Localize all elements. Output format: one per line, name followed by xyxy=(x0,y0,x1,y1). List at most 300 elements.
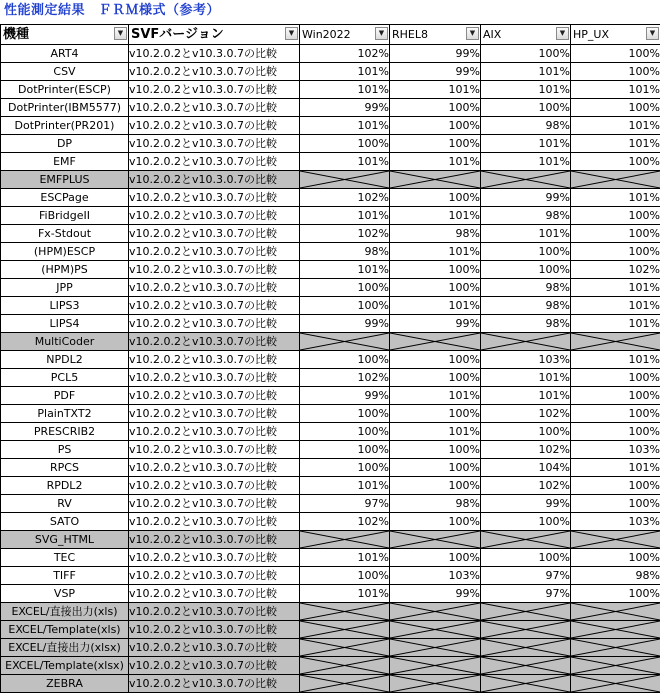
cross-out-mark xyxy=(390,639,480,656)
ratio-cell[interactable]: 101% xyxy=(571,189,660,207)
ratio-cell[interactable]: 97% xyxy=(300,495,390,513)
version-cell[interactable]: v10.2.0.2とv10.3.0.7の比較 xyxy=(129,225,300,243)
table-row xyxy=(1,297,660,315)
ratio-cell[interactable]: 103% xyxy=(390,567,481,585)
dropdown-arrow-icon[interactable]: ▼ xyxy=(646,27,659,40)
table-row xyxy=(1,351,660,369)
cross-out-mark xyxy=(571,171,660,188)
ratio-cell[interactable]: 101% xyxy=(571,315,660,333)
model-cell[interactable]: PS xyxy=(1,441,129,459)
model-cell[interactable]: EXCEL/Template(xls) xyxy=(1,621,129,639)
table-row xyxy=(1,513,660,531)
model-cell[interactable]: DotPrinter(PR201) xyxy=(1,117,129,135)
model-cell[interactable]: RPDL2 xyxy=(1,477,129,495)
version-cell[interactable]: v10.2.0.2とv10.3.0.7の比較 xyxy=(129,423,300,441)
version-cell[interactable]: v10.2.0.2とv10.3.0.7の比較 xyxy=(129,387,300,405)
ratio-cell[interactable]: 100% xyxy=(571,423,660,441)
ratio-cell[interactable]: 100% xyxy=(571,405,660,423)
cross-out-mark xyxy=(571,675,660,692)
ratio-cell[interactable]: 100% xyxy=(390,135,481,153)
version-cell[interactable]: v10.2.0.2とv10.3.0.7の比較 xyxy=(129,459,300,477)
header-hpux-label: HP_UX xyxy=(571,28,609,41)
ratio-cell[interactable]: 101% xyxy=(300,549,390,567)
not-applicable-cell[interactable] xyxy=(300,531,390,549)
model-cell[interactable]: JPP xyxy=(1,279,129,297)
version-cell[interactable]: v10.2.0.2とv10.3.0.7の比較 xyxy=(129,171,300,189)
table-row xyxy=(1,63,660,81)
dropdown-arrow-icon[interactable]: ▼ xyxy=(466,27,479,40)
ratio-cell[interactable]: 100% xyxy=(571,243,660,261)
header-version xyxy=(129,25,300,45)
ratio-cell[interactable]: 100% xyxy=(390,279,481,297)
cross-out-mark xyxy=(571,639,660,656)
not-applicable-cell[interactable] xyxy=(481,621,571,639)
not-applicable-cell[interactable] xyxy=(390,675,481,693)
table-row xyxy=(1,585,660,603)
ratio-cell[interactable]: 101% xyxy=(300,207,390,225)
ratio-cell[interactable]: 100% xyxy=(390,99,481,117)
ratio-cell[interactable]: 100% xyxy=(481,243,571,261)
not-applicable-cell[interactable] xyxy=(571,171,660,189)
model-cell[interactable]: PRESCRIB2 xyxy=(1,423,129,441)
version-cell[interactable]: v10.2.0.2とv10.3.0.7の比較 xyxy=(129,261,300,279)
not-applicable-cell[interactable] xyxy=(300,639,390,657)
cross-out-mark xyxy=(390,171,480,188)
ratio-cell[interactable]: 99% xyxy=(300,387,390,405)
model-cell[interactable]: MultiCoder xyxy=(1,333,129,351)
ratio-cell[interactable]: 100% xyxy=(390,261,481,279)
header-hpux xyxy=(571,25,660,45)
not-applicable-cell[interactable] xyxy=(571,603,660,621)
not-applicable-cell[interactable] xyxy=(481,639,571,657)
cross-out-mark xyxy=(390,621,480,638)
ratio-cell[interactable]: 104% xyxy=(481,459,571,477)
cross-out-mark xyxy=(300,657,389,674)
ratio-cell[interactable]: 100% xyxy=(390,459,481,477)
model-cell[interactable]: PDF xyxy=(1,387,129,405)
version-cell[interactable]: v10.2.0.2とv10.3.0.7の比較 xyxy=(129,63,300,81)
version-cell[interactable]: v10.2.0.2とv10.3.0.7の比較 xyxy=(129,549,300,567)
table-body xyxy=(1,45,660,693)
ratio-cell[interactable]: 99% xyxy=(300,99,390,117)
ratio-cell[interactable]: 98% xyxy=(390,495,481,513)
table-row xyxy=(1,495,660,513)
model-cell[interactable]: PCL5 xyxy=(1,369,129,387)
ratio-cell[interactable]: 97% xyxy=(481,567,571,585)
version-cell[interactable]: v10.2.0.2とv10.3.0.7の比較 xyxy=(129,567,300,585)
model-cell[interactable]: DotPrinter(IBM5577) xyxy=(1,99,129,117)
not-applicable-cell[interactable] xyxy=(481,531,571,549)
table-row xyxy=(1,261,660,279)
not-applicable-cell[interactable] xyxy=(390,603,481,621)
cross-out-mark xyxy=(300,531,389,548)
version-cell[interactable]: v10.2.0.2とv10.3.0.7の比較 xyxy=(129,369,300,387)
ratio-cell[interactable]: 100% xyxy=(390,513,481,531)
table-row xyxy=(1,369,660,387)
table-row xyxy=(1,279,660,297)
header-aix xyxy=(481,25,571,45)
ratio-cell[interactable]: 98% xyxy=(481,315,571,333)
ratio-cell[interactable]: 101% xyxy=(390,243,481,261)
ratio-cell[interactable]: 100% xyxy=(390,405,481,423)
version-cell[interactable]: v10.2.0.2とv10.3.0.7の比較 xyxy=(129,153,300,171)
ratio-cell[interactable]: 98% xyxy=(300,243,390,261)
ratio-cell[interactable]: 99% xyxy=(390,315,481,333)
ratio-cell[interactable]: 97% xyxy=(481,585,571,603)
ratio-cell[interactable]: 101% xyxy=(300,477,390,495)
ratio-cell[interactable]: 101% xyxy=(390,423,481,441)
not-applicable-cell[interactable] xyxy=(300,657,390,675)
table-row xyxy=(1,459,660,477)
model-cell[interactable]: DotPrinter(ESCP) xyxy=(1,81,129,99)
ratio-cell[interactable]: 100% xyxy=(571,225,660,243)
cross-out-mark xyxy=(300,675,389,692)
ratio-cell[interactable]: 100% xyxy=(481,549,571,567)
not-applicable-cell[interactable] xyxy=(571,531,660,549)
ratio-cell[interactable]: 100% xyxy=(300,459,390,477)
cross-out-mark xyxy=(390,657,480,674)
cross-out-mark xyxy=(390,333,480,350)
not-applicable-cell[interactable] xyxy=(390,333,481,351)
model-cell[interactable]: TIFF xyxy=(1,567,129,585)
model-cell[interactable]: EMF xyxy=(1,153,129,171)
not-applicable-cell[interactable] xyxy=(571,333,660,351)
ratio-cell[interactable]: 101% xyxy=(481,387,571,405)
version-cell[interactable]: v10.2.0.2とv10.3.0.7の比較 xyxy=(129,477,300,495)
cross-out-mark xyxy=(571,603,660,620)
model-cell[interactable]: SVG_HTML xyxy=(1,531,129,549)
version-cell[interactable]: v10.2.0.2とv10.3.0.7の比較 xyxy=(129,243,300,261)
model-cell[interactable]: RPCS xyxy=(1,459,129,477)
cross-out-mark xyxy=(481,639,570,656)
ratio-cell[interactable]: 102% xyxy=(300,225,390,243)
not-applicable-cell[interactable] xyxy=(571,657,660,675)
version-cell[interactable]: v10.2.0.2とv10.3.0.7の比較 xyxy=(129,207,300,225)
cross-out-mark xyxy=(481,657,570,674)
version-cell[interactable]: v10.2.0.2とv10.3.0.7の比較 xyxy=(129,81,300,99)
version-cell[interactable]: v10.2.0.2とv10.3.0.7の比較 xyxy=(129,513,300,531)
ratio-cell[interactable]: 100% xyxy=(300,297,390,315)
ratio-cell[interactable]: 103% xyxy=(571,513,660,531)
ratio-cell[interactable]: 103% xyxy=(481,351,571,369)
model-cell[interactable]: ART4 xyxy=(1,45,129,63)
version-cell[interactable]: v10.2.0.2とv10.3.0.7の比較 xyxy=(129,189,300,207)
ratio-cell[interactable]: 98% xyxy=(481,297,571,315)
table-row xyxy=(1,567,660,585)
header-model-label: 機種 xyxy=(1,27,29,42)
version-cell[interactable]: v10.2.0.2とv10.3.0.7の比較 xyxy=(129,117,300,135)
ratio-cell[interactable]: 99% xyxy=(390,585,481,603)
ratio-cell[interactable]: 100% xyxy=(300,279,390,297)
ratio-cell[interactable]: 100% xyxy=(390,351,481,369)
ratio-cell[interactable]: 100% xyxy=(390,477,481,495)
ratio-cell[interactable]: 100% xyxy=(300,405,390,423)
ratio-cell[interactable]: 100% xyxy=(481,45,571,63)
version-cell[interactable]: v10.2.0.2とv10.3.0.7の比較 xyxy=(129,99,300,117)
not-applicable-cell[interactable] xyxy=(300,603,390,621)
ratio-cell[interactable]: 101% xyxy=(300,585,390,603)
model-cell[interactable]: SATO xyxy=(1,513,129,531)
ratio-cell[interactable]: 100% xyxy=(571,369,660,387)
ratio-cell[interactable]: 100% xyxy=(571,549,660,567)
table-row xyxy=(1,405,660,423)
ratio-cell[interactable]: 100% xyxy=(300,567,390,585)
ratio-cell[interactable]: 102% xyxy=(300,189,390,207)
dropdown-arrow-icon[interactable]: ▼ xyxy=(114,27,127,40)
cross-out-mark xyxy=(481,621,570,638)
cross-out-mark xyxy=(390,675,480,692)
model-cell[interactable]: LIPS3 xyxy=(1,297,129,315)
ratio-cell[interactable]: 100% xyxy=(390,441,481,459)
not-applicable-cell[interactable] xyxy=(390,171,481,189)
table-row xyxy=(1,477,660,495)
version-cell[interactable]: v10.2.0.2とv10.3.0.7の比較 xyxy=(129,621,300,639)
ratio-cell[interactable]: 101% xyxy=(571,117,660,135)
ratio-cell[interactable]: 101% xyxy=(571,135,660,153)
ratio-cell[interactable]: 98% xyxy=(481,279,571,297)
cross-out-mark xyxy=(481,675,570,692)
ratio-cell[interactable]: 101% xyxy=(300,261,390,279)
cross-out-mark xyxy=(481,603,570,620)
not-applicable-cell[interactable] xyxy=(390,531,481,549)
model-cell[interactable]: ZEBRA xyxy=(1,675,129,693)
ratio-cell[interactable]: 100% xyxy=(390,369,481,387)
ratio-cell[interactable]: 101% xyxy=(481,81,571,99)
version-cell[interactable]: v10.2.0.2とv10.3.0.7の比較 xyxy=(129,585,300,603)
version-cell[interactable]: v10.2.0.2とv10.3.0.7の比較 xyxy=(129,135,300,153)
model-cell[interactable]: VSP xyxy=(1,585,129,603)
header-aix-label: AIX xyxy=(481,28,501,41)
ratio-cell[interactable]: 102% xyxy=(571,261,660,279)
table-row xyxy=(1,207,660,225)
ratio-cell[interactable]: 100% xyxy=(390,189,481,207)
not-applicable-cell[interactable] xyxy=(300,171,390,189)
model-cell[interactable]: EXCEL/Template(xlsx) xyxy=(1,657,129,675)
not-applicable-cell[interactable] xyxy=(481,333,571,351)
model-cell[interactable]: CSV xyxy=(1,63,129,81)
ratio-cell[interactable]: 98% xyxy=(571,567,660,585)
cross-out-mark xyxy=(300,333,389,350)
version-cell[interactable]: v10.2.0.2とv10.3.0.7の比較 xyxy=(129,279,300,297)
table-row xyxy=(1,675,660,693)
not-applicable-cell[interactable] xyxy=(300,675,390,693)
not-applicable-cell[interactable] xyxy=(300,621,390,639)
cross-out-mark xyxy=(481,531,570,548)
ratio-cell[interactable]: 101% xyxy=(300,81,390,99)
ratio-cell[interactable]: 100% xyxy=(300,441,390,459)
ratio-cell[interactable]: 100% xyxy=(571,585,660,603)
version-cell[interactable]: v10.2.0.2とv10.3.0.7の比較 xyxy=(129,657,300,675)
not-applicable-cell[interactable] xyxy=(571,675,660,693)
not-applicable-cell[interactable] xyxy=(481,171,571,189)
cross-out-mark xyxy=(390,603,480,620)
model-cell[interactable]: ESCPage xyxy=(1,189,129,207)
table-row xyxy=(1,657,660,675)
ratio-cell[interactable]: 100% xyxy=(300,351,390,369)
version-cell[interactable]: v10.2.0.2とv10.3.0.7の比較 xyxy=(129,531,300,549)
version-cell[interactable]: v10.2.0.2とv10.3.0.7の比較 xyxy=(129,351,300,369)
table-row xyxy=(1,153,660,171)
cross-out-mark xyxy=(390,531,480,548)
ratio-cell[interactable]: 99% xyxy=(390,63,481,81)
ratio-cell[interactable]: 101% xyxy=(300,63,390,81)
ratio-cell[interactable]: 99% xyxy=(481,189,571,207)
ratio-cell[interactable]: 100% xyxy=(481,423,571,441)
ratio-cell[interactable]: 101% xyxy=(571,81,660,99)
ratio-cell[interactable]: 99% xyxy=(390,45,481,63)
ratio-cell[interactable]: 100% xyxy=(390,117,481,135)
table-row xyxy=(1,117,660,135)
table-row xyxy=(1,189,660,207)
table-row xyxy=(1,315,660,333)
version-cell[interactable]: v10.2.0.2とv10.3.0.7の比較 xyxy=(129,333,300,351)
not-applicable-cell[interactable] xyxy=(481,603,571,621)
model-cell[interactable]: EXCEL/直接出力(xls) xyxy=(1,603,129,621)
not-applicable-cell[interactable] xyxy=(300,333,390,351)
table-row xyxy=(1,423,660,441)
ratio-cell[interactable]: 101% xyxy=(390,297,481,315)
ratio-cell[interactable]: 100% xyxy=(571,45,660,63)
model-cell[interactable]: DP xyxy=(1,135,129,153)
table-row xyxy=(1,387,660,405)
ratio-cell[interactable]: 102% xyxy=(300,45,390,63)
ratio-cell[interactable]: 99% xyxy=(481,495,571,513)
ratio-cell[interactable]: 101% xyxy=(390,81,481,99)
table-row xyxy=(1,621,660,639)
not-applicable-cell[interactable] xyxy=(390,657,481,675)
ratio-cell[interactable]: 100% xyxy=(481,99,571,117)
ratio-cell[interactable]: 100% xyxy=(571,495,660,513)
table-row xyxy=(1,135,660,153)
ratio-cell[interactable]: 100% xyxy=(571,387,660,405)
ratio-cell[interactable]: 101% xyxy=(390,387,481,405)
version-cell[interactable]: v10.2.0.2とv10.3.0.7の比較 xyxy=(129,405,300,423)
ratio-cell[interactable]: 100% xyxy=(571,207,660,225)
header-row xyxy=(1,25,660,45)
cross-out-mark xyxy=(571,657,660,674)
version-cell[interactable]: v10.2.0.2とv10.3.0.7の比較 xyxy=(129,603,300,621)
not-applicable-cell[interactable] xyxy=(571,639,660,657)
cross-out-mark xyxy=(300,603,389,620)
model-cell[interactable]: RV xyxy=(1,495,129,513)
table-row xyxy=(1,225,660,243)
ratio-cell[interactable]: 98% xyxy=(390,225,481,243)
cross-out-mark xyxy=(481,333,570,350)
ratio-cell[interactable]: 102% xyxy=(481,477,571,495)
version-cell[interactable]: v10.2.0.2とv10.3.0.7の比較 xyxy=(129,315,300,333)
ratio-cell[interactable]: 98% xyxy=(481,207,571,225)
header-rhel8 xyxy=(390,25,481,45)
model-cell[interactable]: TEC xyxy=(1,549,129,567)
ratio-cell[interactable]: 101% xyxy=(300,117,390,135)
header-model xyxy=(1,25,129,45)
cross-out-mark xyxy=(481,171,570,188)
model-cell[interactable]: FiBridgeII xyxy=(1,207,129,225)
ratio-cell[interactable]: 100% xyxy=(481,513,571,531)
ratio-cell[interactable]: 101% xyxy=(390,153,481,171)
not-applicable-cell[interactable] xyxy=(481,657,571,675)
not-applicable-cell[interactable] xyxy=(390,621,481,639)
table-row xyxy=(1,441,660,459)
ratio-cell[interactable]: 101% xyxy=(481,135,571,153)
ratio-cell[interactable]: 100% xyxy=(390,549,481,567)
header-version-label: SVFバージョン xyxy=(129,27,224,42)
model-cell[interactable]: Fx-Stdout xyxy=(1,225,129,243)
ratio-cell[interactable]: 101% xyxy=(571,459,660,477)
ratio-cell[interactable]: 101% xyxy=(390,207,481,225)
ratio-cell[interactable]: 103% xyxy=(571,441,660,459)
ratio-cell[interactable]: 100% xyxy=(571,477,660,495)
model-cell[interactable]: NPDL2 xyxy=(1,351,129,369)
version-cell[interactable]: v10.2.0.2とv10.3.0.7の比較 xyxy=(129,45,300,63)
ratio-cell[interactable]: 101% xyxy=(481,153,571,171)
ratio-cell[interactable]: 100% xyxy=(300,423,390,441)
ratio-cell[interactable]: 100% xyxy=(300,135,390,153)
ratio-cell[interactable]: 101% xyxy=(571,351,660,369)
not-applicable-cell[interactable] xyxy=(390,639,481,657)
performance-table xyxy=(0,24,660,693)
ratio-cell[interactable]: 98% xyxy=(481,117,571,135)
ratio-cell[interactable]: 100% xyxy=(571,99,660,117)
dropdown-arrow-icon[interactable]: ▼ xyxy=(556,27,569,40)
not-applicable-cell[interactable] xyxy=(571,621,660,639)
cross-out-mark xyxy=(300,639,389,656)
cross-out-mark xyxy=(300,621,389,638)
model-cell[interactable]: (HPM)PS xyxy=(1,261,129,279)
ratio-cell[interactable]: 101% xyxy=(481,369,571,387)
ratio-cell[interactable]: 101% xyxy=(571,297,660,315)
version-cell[interactable]: v10.2.0.2とv10.3.0.7の比較 xyxy=(129,675,300,693)
ratio-cell[interactable]: 102% xyxy=(300,513,390,531)
ratio-cell[interactable]: 99% xyxy=(300,315,390,333)
ratio-cell[interactable]: 100% xyxy=(481,261,571,279)
table-row xyxy=(1,45,660,63)
ratio-cell[interactable]: 101% xyxy=(481,63,571,81)
table-row xyxy=(1,531,660,549)
ratio-cell[interactable]: 101% xyxy=(300,153,390,171)
model-cell[interactable]: EMFPLUS xyxy=(1,171,129,189)
model-cell[interactable]: PlainTXT2 xyxy=(1,405,129,423)
model-cell[interactable]: (HPM)ESCP xyxy=(1,243,129,261)
table-row xyxy=(1,639,660,657)
cross-out-mark xyxy=(571,621,660,638)
sheet-title: 性能測定結果 ＦＲＭ様式（参考） xyxy=(4,2,220,20)
table-row xyxy=(1,603,660,621)
dropdown-arrow-icon[interactable]: ▼ xyxy=(375,27,388,40)
cross-out-mark xyxy=(571,333,660,350)
header-rhel8-label: RHEL8 xyxy=(390,28,428,41)
table-row xyxy=(1,243,660,261)
dropdown-arrow-icon[interactable]: ▼ xyxy=(285,27,298,40)
version-cell[interactable]: v10.2.0.2とv10.3.0.7の比較 xyxy=(129,297,300,315)
ratio-cell[interactable]: 102% xyxy=(481,441,571,459)
table-row xyxy=(1,171,660,189)
model-cell[interactable]: EXCEL/直接出力(xlsx) xyxy=(1,639,129,657)
table-row xyxy=(1,549,660,567)
table-row xyxy=(1,99,660,117)
version-cell[interactable]: v10.2.0.2とv10.3.0.7の比較 xyxy=(129,495,300,513)
ratio-cell[interactable]: 100% xyxy=(571,63,660,81)
ratio-cell[interactable]: 100% xyxy=(571,153,660,171)
ratio-cell[interactable]: 102% xyxy=(300,369,390,387)
version-cell[interactable]: v10.2.0.2とv10.3.0.7の比較 xyxy=(129,639,300,657)
ratio-cell[interactable]: 101% xyxy=(571,279,660,297)
model-cell[interactable]: LIPS4 xyxy=(1,315,129,333)
not-applicable-cell[interactable] xyxy=(481,675,571,693)
ratio-cell[interactable]: 102% xyxy=(481,405,571,423)
ratio-cell[interactable]: 101% xyxy=(481,225,571,243)
version-cell[interactable]: v10.2.0.2とv10.3.0.7の比較 xyxy=(129,441,300,459)
